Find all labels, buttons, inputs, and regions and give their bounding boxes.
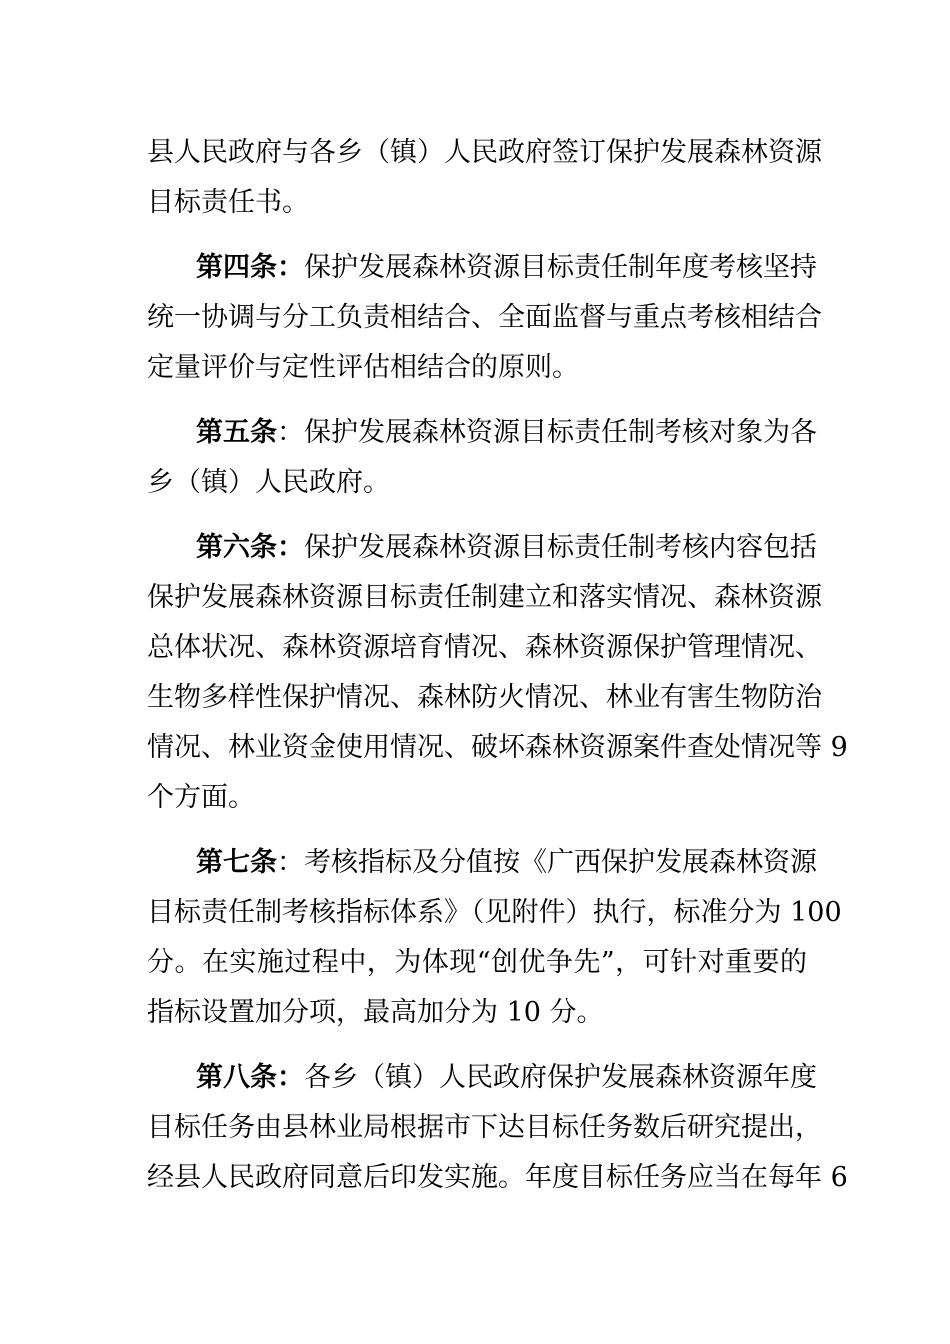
text-line: 分。在实施过程中，为体现“创优争先”，可针对重要的 [147, 947, 807, 978]
text-line: 目标责任书。 [147, 187, 309, 218]
article-8-heading: 第八条： [196, 1062, 304, 1093]
text-line: 个方面。 [147, 782, 255, 813]
text-line: 保护发展森林资源目标责任制建立和落实情况、森林资源 [147, 582, 822, 613]
text-line: 指标设置加分项，最高加分为 10 分。 [147, 997, 604, 1028]
article-4-heading: 第四条： [196, 252, 304, 283]
article-4-first-line [196, 248, 817, 288]
article-8-first-line [196, 1058, 817, 1098]
text-line: 总体状况、森林资源培育情况、森林资源保护管理情况、 [147, 632, 822, 663]
article-8-text: 各乡（镇）人民政府保护发展森林资源年度 [304, 1062, 817, 1093]
text-line: 定量评价与定性评估相结合的原则。 [147, 352, 579, 383]
text-line: 生物多样性保护情况、森林防火情况、林业有害生物防治 [147, 682, 822, 713]
article-7-text: ：考核指标及分值按《广西保护发展森林资源 [277, 847, 817, 878]
text-line: 情况、林业资金使用情况、破坏森林资源案件查处情况等 9 [147, 732, 848, 763]
article-7-first-line [196, 843, 817, 883]
text-line: 统一协调与分工负责相结合、全面监督与重点考核相结合 [147, 302, 822, 333]
article-5-heading: 第五条 [196, 417, 277, 448]
text-line: 目标责任制考核指标体系》（见附件）执行，标准分为 100 [147, 897, 842, 928]
article-6-heading: 第六条： [196, 532, 304, 563]
text-line: 乡（镇）人民政府。 [147, 467, 390, 498]
article-6-first-line [196, 528, 817, 568]
text-line: 目标任务由县林业局根据市下达目标任务数后研究提出， [147, 1112, 822, 1143]
article-5-text: ：保护发展森林资源目标责任制考核对象为各 [277, 417, 817, 448]
article-4-text: 保护发展森林资源目标责任制年度考核坚持 [304, 252, 817, 283]
article-7-heading: 第七条 [196, 847, 277, 878]
text-line: 县人民政府与各乡（镇）人民政府签订保护发展森林资源 [147, 137, 822, 168]
text-line: 经县人民政府同意后印发实施。年度目标任务应当在每年 6 [147, 1162, 848, 1193]
article-5-first-line [196, 413, 817, 453]
article-6-text: 保护发展森林资源目标责任制考核内容包括 [304, 532, 817, 563]
